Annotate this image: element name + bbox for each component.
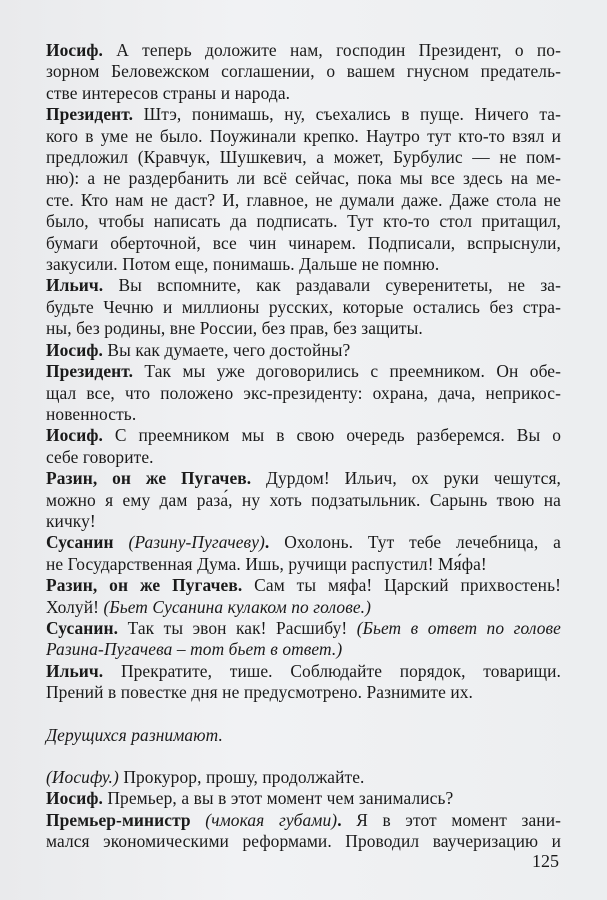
speech-text: мался экономическими реформами. Проводил ваучеризацию и <box>46 831 561 852</box>
speech-text: сте. Кто нам не даст? И, главное, не думали даже. Даже стола не <box>46 189 561 210</box>
text-line <box>46 254 561 275</box>
speech-text: Так мы уже договорились с преемником. Он обе- <box>133 361 561 382</box>
speech-text: Штэ, понимашь, ну, съехались в пуще. Ничего та- <box>133 104 561 125</box>
speech-text: новенность. <box>46 403 137 424</box>
speech-text: щал все, что положено экс-президенту: охрана, дача, неприкос- <box>46 382 561 403</box>
speaker-name: Иосиф. <box>46 788 103 809</box>
text-line <box>46 532 561 553</box>
text-line <box>46 511 561 532</box>
text-line <box>46 682 561 703</box>
text-line <box>46 831 561 852</box>
speech-text: себе говорите. <box>46 446 154 467</box>
speaker-name: Премьер-министр <box>46 809 206 830</box>
speaker-name: Иосиф. <box>46 425 103 446</box>
speech-text: Прокурор, прошу, продолжайте. <box>118 767 365 787</box>
speech-text: зорном Беловежском соглашении, о вашем гнусном предатель- <box>46 61 561 82</box>
text-line <box>46 468 561 489</box>
speech-text: Сам ты мяфа! Царский прихвостень! <box>242 575 561 596</box>
speech-text: закусили. Потом еще, понимашь. Дальше не помню. <box>46 254 440 275</box>
speech-text: Вы вспомните, как раздавали суверенитеты, не за- <box>103 275 561 296</box>
text-line <box>46 361 561 382</box>
speech-text: было, чтобы написать да подписать. Тут кто-то стол притащил, <box>46 211 561 232</box>
text-line <box>46 83 561 104</box>
text-line <box>46 810 561 831</box>
speech-text: будьте Чечню и миллионы русских, которые остались без стра- <box>46 296 561 317</box>
stage-direction: Разина-Пугачева – тот бьет в ответ.) <box>46 639 343 660</box>
stage-direction: Дерущихся разнимают. <box>46 724 223 745</box>
text-line <box>46 61 561 82</box>
stage-direction: (Бьет в ответ по голове <box>356 617 561 638</box>
text-line <box>46 554 561 575</box>
speech-text: ны, без родины, вне России, без прав, без защиты. <box>46 318 423 339</box>
text-line <box>46 597 561 618</box>
speech-text: кого в уме не было. Поужинали крепко. Наутро тут кто-то взял и <box>46 125 561 146</box>
text-line <box>46 190 561 211</box>
speaker-name: Сусанин <box>46 532 129 553</box>
text-line <box>46 404 561 425</box>
speech-text: стве интересов страны и народа. <box>46 82 291 103</box>
speaker-name: . <box>337 809 342 830</box>
speech-text: ню): а не раздербанить ли всё сейчас, пока мы все здесь на ме- <box>46 168 561 189</box>
speaker-name: . <box>264 532 270 553</box>
text-line <box>46 211 561 232</box>
speaker-name: Ильич. <box>46 275 104 296</box>
text-line <box>46 104 561 125</box>
speech-text: Прений в повестке дня не предусмотрено. Разнимите их. <box>46 682 473 703</box>
text-line <box>46 233 561 254</box>
speaker-name: Ильич. <box>46 660 104 681</box>
text-line <box>46 639 561 660</box>
speech-text: Я в этот момент зани- <box>341 809 561 830</box>
speaker-name: Разин, он же Пугачев. <box>46 575 243 596</box>
text-line <box>46 490 561 511</box>
text-line <box>46 383 561 404</box>
speech-text: можно я ему дам раза́, ну хоть подзатыльник. Сарынь твою на <box>46 489 561 510</box>
speech-text: Дурдом! Ильич, ох руки чешутся, <box>251 468 561 489</box>
page-number: 125 <box>532 851 559 871</box>
stage-direction: (Разину-Пугачеву) <box>128 532 265 553</box>
text-line <box>46 447 561 468</box>
speaker-name: Сусанин. <box>46 617 119 638</box>
text-line <box>46 168 561 189</box>
speech-text: Прекратите, тише. Соблюдайте порядок, товарищи. <box>103 660 561 681</box>
text-line <box>46 575 561 596</box>
text-line <box>46 767 561 788</box>
text-line <box>46 788 561 809</box>
text-line <box>46 126 561 147</box>
speaker-name: Президент. <box>46 361 134 382</box>
speech-text: С преемником мы в свою очередь разберемся. Вы о <box>102 425 561 446</box>
speech-text: Так ты эвон как! Расшибу! <box>118 617 357 638</box>
speech-text: кичку! <box>46 510 96 531</box>
stage-direction: (Бьет Сусанина кулаком по голове.) <box>103 596 371 617</box>
speaker-name: Разин, он же Пугачев. <box>46 468 252 489</box>
stage-direction-line <box>46 725 561 746</box>
play-text <box>46 40 561 853</box>
speech-text: не Государственная Дума. Ишь, ручищи распустил! Мя́фа! <box>46 553 487 574</box>
text-line <box>46 147 561 168</box>
text-line <box>46 318 561 339</box>
text-line <box>46 297 561 318</box>
speech-text: бумаги оберточной, все чин чинарем. Подписали, вспрыснули, <box>46 232 561 253</box>
speech-text: А теперь доложите нам, господин Президент, о по- <box>102 40 561 60</box>
stage-direction: (Иосифу.) <box>46 767 119 787</box>
text-line <box>46 40 561 61</box>
text-line <box>46 618 561 639</box>
speech-text: Премьер, а вы в этот момент чем занимались? <box>102 788 454 809</box>
text-line <box>46 661 561 682</box>
speaker-name: Президент. <box>46 104 134 125</box>
speaker-name: Иосиф. <box>46 40 103 60</box>
speech-text: Охолонь. Тут тебе лечебница, а <box>269 532 562 553</box>
text-line <box>46 340 561 361</box>
stage-direction: (чмокая губами) <box>205 809 338 830</box>
text-line <box>46 275 561 296</box>
speech-text: Холуй! <box>46 596 104 617</box>
speech-text: Вы как думаете, чего достойны? <box>102 339 351 360</box>
speaker-name: Иосиф. <box>46 339 103 360</box>
speech-text: предложил (Кравчук, Шушкевич, а может, Бурбулис — не пом- <box>46 147 561 168</box>
text-line <box>46 425 561 446</box>
